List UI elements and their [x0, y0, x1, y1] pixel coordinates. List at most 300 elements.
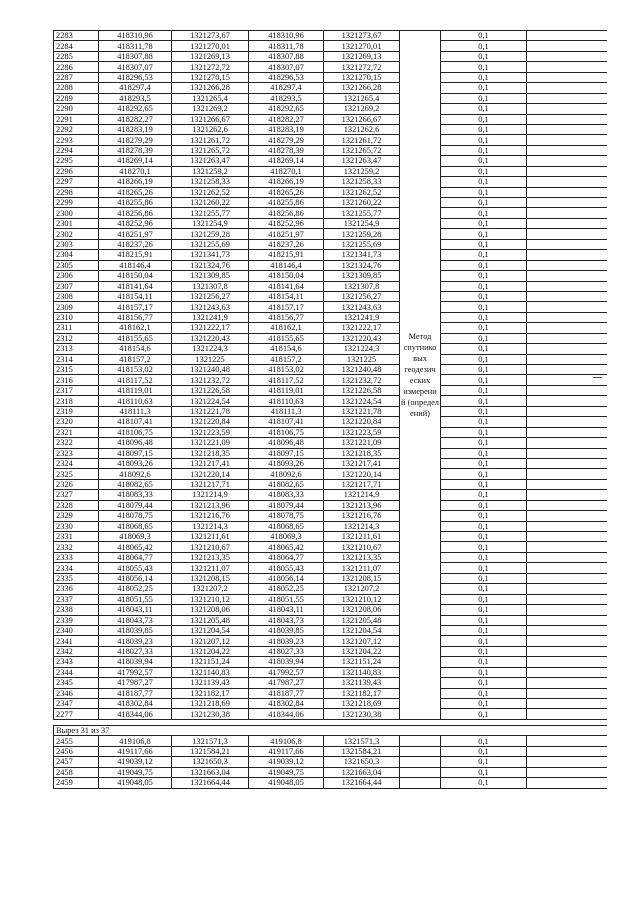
y-new-cell: 1321254,9 [324, 218, 400, 228]
x-new-cell: 418110,63 [249, 396, 324, 406]
description-cell [527, 72, 608, 82]
y-new-cell: 1321211,61 [324, 532, 400, 542]
x-new-cell: 418293,5 [249, 93, 324, 103]
y-new-cell: 1321266,67 [324, 114, 400, 124]
coordinates-table-body-b [54, 736, 608, 788]
x-existing-cell: 418051,55 [99, 594, 172, 604]
description-cell [527, 757, 608, 767]
table-row [54, 500, 608, 510]
point-number-cell: 2312 [54, 333, 99, 343]
y-existing-cell: 1321220,14 [172, 469, 249, 479]
accuracy-cell: 0,1 [441, 532, 527, 542]
table-row [54, 406, 608, 416]
table-row [54, 187, 608, 197]
table-row [54, 385, 608, 395]
table-row [54, 646, 608, 656]
description-cell [527, 521, 608, 531]
point-number-cell: 2283 [54, 31, 99, 41]
y-new-cell: 1321218,35 [324, 448, 400, 458]
y-existing-cell: 1321254,9 [172, 218, 249, 228]
point-number-cell: 2328 [54, 500, 99, 510]
y-existing-cell: 1321217,41 [172, 458, 249, 468]
x-new-cell: 418052,25 [249, 584, 324, 594]
description-cell [527, 208, 608, 218]
x-new-cell: 418093,26 [249, 458, 324, 468]
description-cell [527, 709, 608, 719]
y-existing-cell: 1321269,2 [172, 104, 249, 114]
accuracy-cell: 0,1 [441, 135, 527, 145]
method-cell: Метод спутнико вых геодезич еских измерени й (определ ений) [400, 31, 441, 720]
y-existing-cell: 1321265,72 [172, 145, 249, 155]
point-number-cell: 2337 [54, 594, 99, 604]
x-new-cell: 419039,12 [249, 757, 324, 767]
accuracy-cell: 0,1 [441, 657, 527, 667]
y-existing-cell: 1321214,9 [172, 490, 249, 500]
point-number-cell: 2308 [54, 291, 99, 301]
table-row [54, 448, 608, 458]
y-new-cell: 1321240,48 [324, 365, 400, 375]
y-existing-cell: 1321210,67 [172, 542, 249, 552]
point-number-cell: 2287 [54, 72, 99, 82]
point-number-cell: 2347 [54, 699, 99, 709]
accuracy-cell: 0,1 [441, 385, 527, 395]
point-number-cell: 2315 [54, 365, 99, 375]
accuracy-cell: 0,1 [441, 458, 527, 468]
y-new-cell: 1321207,12 [324, 636, 400, 646]
point-number-cell: 2322 [54, 438, 99, 448]
y-new-cell: 1321243,63 [324, 302, 400, 312]
y-new-cell: 1321220,14 [324, 469, 400, 479]
method-cell [400, 767, 441, 777]
y-new-cell: 1321663,04 [324, 767, 400, 777]
x-new-cell: 418039,94 [249, 657, 324, 667]
point-number-cell: 2343 [54, 657, 99, 667]
y-existing-cell: 1321207,12 [172, 636, 249, 646]
x-existing-cell: 418307,88 [99, 51, 172, 61]
x-new-cell: 419048,05 [249, 778, 324, 788]
point-number-cell: 2325 [54, 469, 99, 479]
y-existing-cell: 1321224,54 [172, 396, 249, 406]
table-row [54, 736, 608, 746]
description-cell [527, 479, 608, 489]
table-row [54, 438, 608, 448]
y-existing-cell: 1321324,76 [172, 260, 249, 270]
accuracy-cell: 0,1 [441, 552, 527, 562]
table-row [54, 688, 608, 698]
y-existing-cell: 1321204,54 [172, 625, 249, 635]
table-row [54, 218, 608, 228]
accuracy-cell: 0,1 [441, 166, 527, 176]
x-existing-cell: 418141,64 [99, 281, 172, 291]
y-existing-cell: 1321218,35 [172, 448, 249, 458]
accuracy-cell: 0,1 [441, 767, 527, 777]
point-number-cell: 2288 [54, 83, 99, 93]
x-new-cell: 418157,17 [249, 302, 324, 312]
description-cell [527, 333, 608, 343]
description-cell [527, 385, 608, 395]
y-new-cell: 1321270,01 [324, 41, 400, 51]
table-row [54, 229, 608, 239]
y-new-cell: 1321263,47 [324, 156, 400, 166]
point-number-cell: 2309 [54, 302, 99, 312]
x-new-cell: 418150,04 [249, 271, 324, 281]
x-existing-cell: 418150,04 [99, 271, 172, 281]
accuracy-cell: 0,1 [441, 177, 527, 187]
y-existing-cell: 1321214,3 [172, 521, 249, 531]
table-row [54, 31, 608, 41]
accuracy-cell: 0,1 [441, 542, 527, 552]
y-existing-cell: 1321262,6 [172, 124, 249, 134]
description-cell [527, 114, 608, 124]
accuracy-cell: 0,1 [441, 448, 527, 458]
accuracy-cell: 0,1 [441, 281, 527, 291]
description-cell [527, 260, 608, 270]
accuracy-cell: 0,1 [441, 41, 527, 51]
accuracy-cell: 0,1 [441, 31, 527, 41]
accuracy-cell: 0,1 [441, 72, 527, 82]
x-existing-cell: 418155,65 [99, 333, 172, 343]
y-new-cell: 1321139,43 [324, 678, 400, 688]
table-row [54, 312, 608, 322]
table-row [54, 709, 608, 719]
x-new-cell: 418278,39 [249, 145, 324, 155]
description-cell [527, 469, 608, 479]
accuracy-cell: 0,1 [441, 218, 527, 228]
x-new-cell: 418153,02 [249, 365, 324, 375]
accuracy-cell: 0,1 [441, 104, 527, 114]
table-row [54, 511, 608, 521]
accuracy-cell: 0,1 [441, 500, 527, 510]
description-cell [527, 344, 608, 354]
description-cell [527, 490, 608, 500]
y-new-cell: 1321204,54 [324, 625, 400, 635]
x-new-cell: 419106,8 [249, 736, 324, 746]
x-existing-cell: 418043,73 [99, 615, 172, 625]
x-new-cell: 418056,14 [249, 573, 324, 583]
x-new-cell: 418307,07 [249, 62, 324, 72]
accuracy-cell: 0,1 [441, 636, 527, 646]
point-number-cell: 2293 [54, 135, 99, 145]
y-new-cell: 1321341,73 [324, 250, 400, 260]
accuracy-cell: 0,1 [441, 757, 527, 767]
x-existing-cell: 418154,6 [99, 344, 172, 354]
table-row [54, 354, 608, 364]
y-new-cell: 1321266,28 [324, 83, 400, 93]
x-new-cell: 418055,43 [249, 563, 324, 573]
y-new-cell: 1321265,4 [324, 93, 400, 103]
table-row [54, 83, 608, 93]
x-new-cell: 417992,57 [249, 667, 324, 677]
description-cell [527, 427, 608, 437]
point-number-cell: 2458 [54, 767, 99, 777]
coordinates-table [53, 30, 607, 789]
description-cell [527, 83, 608, 93]
x-existing-cell: 418162,1 [99, 323, 172, 333]
x-new-cell: 418092,6 [249, 469, 324, 479]
y-existing-cell: 1321213,35 [172, 552, 249, 562]
x-existing-cell: 418215,91 [99, 250, 172, 260]
table-row [54, 198, 608, 208]
description-cell [527, 657, 608, 667]
point-number-cell: 2459 [54, 778, 99, 788]
table-row [54, 552, 608, 562]
table-row [54, 767, 608, 777]
table-row [54, 135, 608, 145]
accuracy-cell: 0,1 [441, 291, 527, 301]
accuracy-cell: 0,1 [441, 646, 527, 656]
y-new-cell: 1321211,07 [324, 563, 400, 573]
description-cell [527, 532, 608, 542]
accuracy-cell: 0,1 [441, 746, 527, 756]
point-number-cell: 2455 [54, 736, 99, 746]
point-number-cell: 2318 [54, 396, 99, 406]
point-number-cell: 2301 [54, 218, 99, 228]
point-number-cell: 2302 [54, 229, 99, 239]
x-existing-cell: 418156,77 [99, 312, 172, 322]
table-row [54, 636, 608, 646]
table-row [54, 250, 608, 260]
table-row [54, 746, 608, 756]
x-new-cell: 418215,91 [249, 250, 324, 260]
x-existing-cell: 418039,23 [99, 636, 172, 646]
x-new-cell: 418255,86 [249, 198, 324, 208]
y-existing-cell: 1321259,2 [172, 166, 249, 176]
accuracy-cell: 0,1 [441, 573, 527, 583]
point-number-cell: 2317 [54, 385, 99, 395]
y-new-cell: 1321182,17 [324, 688, 400, 698]
point-number-cell: 2294 [54, 145, 99, 155]
accuracy-cell: 0,1 [441, 584, 527, 594]
description-cell [527, 573, 608, 583]
point-number-cell: 2324 [54, 458, 99, 468]
x-new-cell: 418279,29 [249, 135, 324, 145]
y-existing-cell: 1321258,33 [172, 177, 249, 187]
description-cell [527, 124, 608, 134]
x-new-cell: 418119,01 [249, 385, 324, 395]
y-existing-cell: 1321270,01 [172, 41, 249, 51]
x-existing-cell: 418296,53 [99, 72, 172, 82]
point-number-cell: 2331 [54, 532, 99, 542]
accuracy-cell: 0,1 [441, 250, 527, 260]
y-existing-cell: 1321273,67 [172, 31, 249, 41]
point-number-cell: 2300 [54, 208, 99, 218]
table-row [54, 104, 608, 114]
description-cell [527, 104, 608, 114]
y-existing-cell: 1321208,15 [172, 573, 249, 583]
x-existing-cell: 417992,57 [99, 667, 172, 677]
point-number-cell: 2338 [54, 605, 99, 615]
table-row [54, 417, 608, 427]
x-new-cell: 418096,48 [249, 438, 324, 448]
x-new-cell: 418079,44 [249, 500, 324, 510]
x-new-cell: 419049,75 [249, 767, 324, 777]
description-cell [527, 448, 608, 458]
description-cell [527, 667, 608, 677]
table-row [54, 281, 608, 291]
description-cell [527, 678, 608, 688]
description-cell [527, 62, 608, 72]
y-new-cell: 1321270,15 [324, 72, 400, 82]
y-existing-cell: 1321262,52 [172, 187, 249, 197]
y-existing-cell: 1321341,73 [172, 250, 249, 260]
point-number-cell: 2286 [54, 62, 99, 72]
x-new-cell: 418256,86 [249, 208, 324, 218]
accuracy-cell: 0,1 [441, 521, 527, 531]
table-row [54, 239, 608, 249]
description-cell [527, 218, 608, 228]
x-new-cell: 418265,26 [249, 187, 324, 197]
accuracy-cell: 0,1 [441, 51, 527, 61]
x-existing-cell: 418111,3 [99, 406, 172, 416]
y-existing-cell: 1321571,3 [172, 736, 249, 746]
description-cell [527, 93, 608, 103]
x-new-cell: 418043,11 [249, 605, 324, 615]
point-number-cell: 2310 [54, 312, 99, 322]
point-number-cell: 2299 [54, 198, 99, 208]
x-new-cell: 418297,4 [249, 83, 324, 93]
x-existing-cell: 418279,29 [99, 135, 172, 145]
x-new-cell: 418187,77 [249, 688, 324, 698]
y-new-cell: 1321650,3 [324, 757, 400, 767]
accuracy-cell: 0,1 [441, 427, 527, 437]
accuracy-cell: 0,1 [441, 187, 527, 197]
accuracy-cell: 0,1 [441, 563, 527, 573]
description-cell [527, 542, 608, 552]
x-existing-cell: 418107,41 [99, 417, 172, 427]
y-existing-cell: 1321259,28 [172, 229, 249, 239]
x-existing-cell: 418119,01 [99, 385, 172, 395]
accuracy-cell: 0,1 [441, 688, 527, 698]
x-existing-cell: 419048,05 [99, 778, 172, 788]
accuracy-cell: 0,1 [441, 323, 527, 333]
accuracy-cell: 0,1 [441, 260, 527, 270]
y-new-cell: 1321571,3 [324, 736, 400, 746]
point-number-cell: 2296 [54, 166, 99, 176]
x-existing-cell: 418079,44 [99, 500, 172, 510]
point-number-cell: 2320 [54, 417, 99, 427]
table-row [54, 260, 608, 270]
table-row [54, 757, 608, 767]
x-existing-cell: 418055,43 [99, 563, 172, 573]
table-row [54, 479, 608, 489]
x-new-cell: 418097,15 [249, 448, 324, 458]
x-new-cell: 418083,33 [249, 490, 324, 500]
y-existing-cell: 1321263,47 [172, 156, 249, 166]
description-cell [527, 396, 608, 406]
table-row [54, 114, 608, 124]
description-cell [527, 511, 608, 521]
description-cell [527, 767, 608, 777]
coordinates-table-body-a [54, 31, 608, 720]
y-existing-cell: 1321211,61 [172, 532, 249, 542]
x-existing-cell: 418064,77 [99, 552, 172, 562]
description-cell [527, 312, 608, 322]
y-existing-cell: 1321261,72 [172, 135, 249, 145]
point-number-cell: 2292 [54, 124, 99, 134]
x-existing-cell: 418302,84 [99, 699, 172, 709]
description-cell [527, 323, 608, 333]
accuracy-cell: 0,1 [441, 396, 527, 406]
y-new-cell: 1321226,58 [324, 385, 400, 395]
x-existing-cell: 418052,25 [99, 584, 172, 594]
accuracy-cell: 0,1 [441, 312, 527, 322]
point-number-cell: 2306 [54, 271, 99, 281]
y-new-cell: 1321262,52 [324, 187, 400, 197]
y-new-cell: 1321214,3 [324, 521, 400, 531]
x-existing-cell: 418256,86 [99, 208, 172, 218]
y-existing-cell: 1321241,9 [172, 312, 249, 322]
y-existing-cell: 1321220,84 [172, 417, 249, 427]
point-number-cell: 2321 [54, 427, 99, 437]
table-row [54, 271, 608, 281]
x-existing-cell: 418096,48 [99, 438, 172, 448]
method-cell [400, 746, 441, 756]
x-existing-cell: 418069,3 [99, 532, 172, 542]
description-cell [527, 438, 608, 448]
description-cell [527, 365, 608, 375]
y-existing-cell: 1321210,12 [172, 594, 249, 604]
y-new-cell: 1321309,85 [324, 271, 400, 281]
x-existing-cell: 418270,1 [99, 166, 172, 176]
x-new-cell: 418310,96 [249, 31, 324, 41]
y-new-cell: 1321269,13 [324, 51, 400, 61]
table-row [54, 72, 608, 82]
x-new-cell: 418068,65 [249, 521, 324, 531]
x-existing-cell: 419039,12 [99, 757, 172, 767]
point-number-cell: 2329 [54, 511, 99, 521]
y-new-cell: 1321208,15 [324, 573, 400, 583]
y-new-cell: 1321272,72 [324, 62, 400, 72]
x-new-cell: 418155,65 [249, 333, 324, 343]
y-new-cell: 1321222,17 [324, 323, 400, 333]
description-cell [527, 51, 608, 61]
x-existing-cell: 418110,63 [99, 396, 172, 406]
x-new-cell: 418039,85 [249, 625, 324, 635]
y-existing-cell: 1321232,72 [172, 375, 249, 385]
table-row [54, 156, 608, 166]
description-cell [527, 584, 608, 594]
point-number-cell: 2330 [54, 521, 99, 531]
y-new-cell: 1321217,41 [324, 458, 400, 468]
table-row [54, 177, 608, 187]
accuracy-cell: 0,1 [441, 354, 527, 364]
description-cell [527, 458, 608, 468]
table-row [54, 521, 608, 531]
table-row [54, 344, 608, 354]
point-number-cell: 2457 [54, 757, 99, 767]
table-row [54, 62, 608, 72]
y-new-cell: 1321261,72 [324, 135, 400, 145]
x-existing-cell: 418237,26 [99, 239, 172, 249]
y-existing-cell: 1321225 [172, 354, 249, 364]
x-existing-cell: 418269,14 [99, 156, 172, 166]
x-existing-cell: 418310,96 [99, 31, 172, 41]
y-existing-cell: 1321663,04 [172, 767, 249, 777]
x-existing-cell: 418292,65 [99, 104, 172, 114]
y-new-cell: 1321216,76 [324, 511, 400, 521]
y-existing-cell: 1321208,06 [172, 605, 249, 615]
x-new-cell: 418051,55 [249, 594, 324, 604]
x-new-cell: 418064,77 [249, 552, 324, 562]
accuracy-cell: 0,1 [441, 605, 527, 615]
accuracy-cell: 0,1 [441, 229, 527, 239]
coordinates-table-sheet [53, 30, 607, 789]
accuracy-cell: 0,1 [441, 198, 527, 208]
x-existing-cell: 418068,65 [99, 521, 172, 531]
y-existing-cell: 1321218,69 [172, 699, 249, 709]
point-number-cell: 2298 [54, 187, 99, 197]
accuracy-cell: 0,1 [441, 365, 527, 375]
